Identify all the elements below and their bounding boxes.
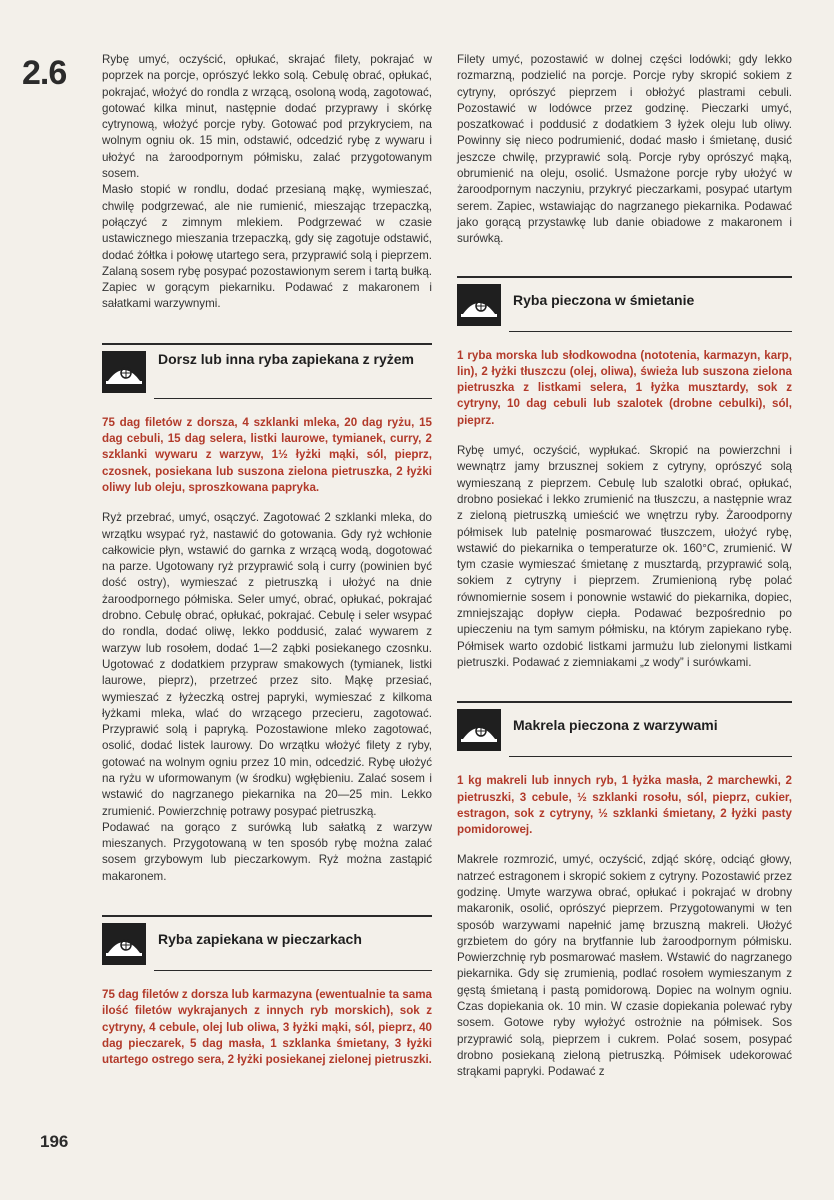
intro-paragraph: Masło stopić w rondlu, dodać przesianą mąkę, wymieszać, chwilę podgrzewać, ale nie rumienić, mieszając trzepaczką, połączyć z zimnym mlekiem. Podgrzewać w czasie ustawicznego mieszania trzepaczką, gdy się zagotuje odstawić, dodać żółtka i połowę utartego sera, przyprawić solą i pieprzem. Zalaną sosem rybę posypać pozostawionym serem i tartą bułką. Zapiec w gorącym piekarniku. Podawać z makaronem i sałatkami warzywnymi.	[102, 183, 432, 311]
divider	[509, 331, 792, 332]
fish-dish-icon	[102, 351, 146, 393]
recipe-header	[102, 343, 432, 399]
divider	[102, 915, 432, 917]
divider	[154, 970, 432, 971]
recipe-header	[102, 915, 432, 971]
fish-dish-icon	[457, 284, 501, 326]
fish-dish-icon	[102, 923, 146, 965]
divider	[457, 276, 792, 278]
recipe-title: Ryba pieczona w śmietanie	[513, 291, 695, 308]
method-paragraph: Podawać na gorąco z surówką lub sałatką z warzyw mieszanych. Przygotowaną w ten sposób rybę można zalać sosem grzybowym lub pieczarkowym. Ryż można zastąpić makaronem.	[102, 820, 432, 883]
ingredients-list: 1 ryba morska lub słodkowodna (nototenia, karmazyn, karp, lin), 2 łyżki tłuszczu (olej, oliwa), świeża lub suszona zielona pietruszka z listkami selera, 1 łyżka musztardy, sok z cytryny, 10 dag cebuli lub szalotek (drobne cebulki), sól, pieprz.	[457, 348, 792, 427]
fish-dish-icon	[457, 709, 501, 751]
recipe-header	[457, 276, 792, 332]
recipe-title: Dorsz lub inna ryba zapiekana z ryżem	[158, 350, 414, 367]
right-column	[457, 52, 792, 1081]
recipe-title: Makrela pieczona z warzywami	[513, 717, 718, 734]
divider	[154, 398, 432, 399]
divider	[457, 701, 792, 703]
method-paragraph: Ryż przebrać, umyć, osączyć. Zagotować 2 szklanki mleka, do wrzątku wsypać ryż, nastawić do gotowania. Gdy ryż wchłonie całkowicie płyn, wstawić do garnka z wrzącą wodą, dogotować na parze. Ugotowany ryż przyprawić solą i curry (powinien być dość ostry), wymieszać z pietruszką i ułożyć na dnie żaroodpornego półmiska. Seler umyć, obrać, opłukać, pokrajać drobno. Cebulę obrać, opłukać, pokrajać. Cebulę i seler wsypać do rondla, dodać oliwę, lekko poddusić, zalać wywarem z warzyw lub rosołem, dodać 1—2 ząbki posiekanego czosnku. Ugotować z dodatkiem przypraw smakowych (tymianek, listki laurowe, pieprz), przetrzeć przez sito. Mąkę przesiać, wymieszać z łyżeczką ostrej papryki, wymieszać z kilkoma łyżkami mleka, wlać do wrzącego przecieru, zagotować. Przyprawić solą i papryką. Pozostawione mleko zagotować, osolić, dodać listek laurowy. Do wrzątku włożyć filety z ryby, gotować na wolnym ogniu przez 10 min, odcedzić. Rybę ułożyć na ryżu w uformowanym (w środku) wgłębieniu. Zalać sosem i wstawić do nagrzanego piekarnika na 20—25 min. Lekko zrumienić. Powierzchnię potrawy posypać pietruszką.	[102, 511, 432, 818]
intro-paragraph: Rybę umyć, oczyścić, opłukać, skrajać filety, pokrajać w poprzek na porcje, oprószyć lekko solą. Cebulę obrać, opłukać, pokrajać, włożyć do rondla z wrzącą, osoloną wodą, zagotować, gotować kilka minut, następnie dodać przyprawy i skórkę cytrynową, włożyć porcje ryby. Gotować pod przykryciem, na wolnym ogniu ok. 15 min, odstawić, odcedzić rybę z wywaru i ułożyć na żaroodpornym półmisku, zalać przygotowanym sosem.	[102, 53, 432, 181]
recipe-title: Ryba zapiekana w pieczarkach	[158, 931, 362, 948]
method-paragraph: Rybę umyć, oczyścić, wypłukać. Skropić na powierzchni i wewnątrz jamy brzusznej sokiem z cytryny, oprószyć solą wymieszaną z pieprzem. Cebulę lub szalotki obrać, opłukać, drobno posiekać i lekko zrumienić na tłuszczu, a następnie wraz z zieloną pietruszką umieścić we wnętrzu ryby. Żaroodporny półmisek lub patelnię posmarować tłuszczem, ułożyć rybę, wstawić do piekarnika o temperaturze ok. 160°C, zrumienić. W tym czasie wymieszać śmietanę z musztardą, przyprawić solą, sokiem z cytryny i pieprzem. Zrumienioną rybę polać równomiernie sosem i ponownie wstawić do piekarnika, dopiec, zmniejszając dopływ ciepła. Podawać bezpośrednio po upieczeniu na tym samym półmisku, na którym zapiekano rybę. Półmisek warto ozdobić listkami jarmużu lub zielonymi listkami pietruszki. Podawać z ziemniakami „z wody” i surówkami.	[457, 444, 792, 669]
section-number: 2.6	[22, 54, 67, 92]
ingredients-list: 1 kg makreli lub innych ryb, 1 łyżka masła, 2 marchewki, 2 pietruszki, 3 cebule, ½ szklanki rosołu, sól, pieprz, cukier, estragon, sok z cytryny, ½ szklanki śmietany, 2 łyżki pasty pomidorowej.	[457, 774, 792, 837]
intro-paragraph: Filety umyć, pozostawić w dolnej części lodówki; gdy lekko rozmarzną, podzielić na porcje. Porcje ryby skropić sokiem z cytryny, oprószyć pieprzem i obłożyć plastrami cebuli. Pozostawić w lodówce przez godzinę. Pieczarki umyć, poszatkować i poddusić z dodatkiem 3 łyżek oleju lub oliwy. Powinny się nieco podrumienić, dodać masło i śmietanę, dusić jeszcze chwilę, przyprawić solą. Porcje ryby oprószyć mąką, obrumienić na oleju, osolić. Usmażone porcje ryby ułożyć w żaroodpornym naczyniu, przykryć pieczarkami, posypać utartym serem. Zapiec, wstawiając do nagrzanego piekarnika. Podawać jako gorącą przystawkę lub danie obiadowe z makaronem i surówką.	[457, 53, 792, 246]
ingredients-list: 75 dag filetów z dorsza lub karmazyna (ewentualnie ta sama ilość filetów wykrajanych z innych ryb morskich), sok z cytryny, 4 cebule, olej lub oliwa, 3 łyżki mąki, sól, pieprz, 40 dag pieczarek, 5 dag masła, 1 szklanka śmietany, 3 łyżki utartego ostrego sera, 2 łyżki posiekanej zielonej pietruszki.	[102, 988, 432, 1067]
recipe-header	[457, 701, 792, 757]
page-number: 196	[40, 1132, 69, 1151]
method-paragraph: Makrele rozmrozić, umyć, oczyścić, zdjąć skórę, odciąć głowy, natrzeć estragonem i skropić sokiem z cytryny. Pozostawić przez godzinę. Umyte warzywa obrać, opłukać i pokrajać w drobny makaronik, osolić, oprószyć pieprzem. Przygotowanymi w ten sposób warzywami napełnić jamę brzuszną makreli. Ułożyć grzbietem do góry na brytfannie lub żaroodpornym półmisku. Powierzchnię ryb posmarować masłem. Wstawić do nagrzanego piekarnika. Gdy się zrumienią, podlać rosołem wymieszanym z gęstą śmietaną i pastą pomidorową. Dopiec na wolnym ogniu. Czas dopiekania ok. 10 min. W czasie dopiekania polewać ryby sosem. Gotowe ryby wyłożyć ostrożnie na półmisek. Sos przyprawić solą, pieprzem i cukrem. Polać sosem, posypać drobno posiekaną zieloną pietruszką. Półmisek udekorować strąkami papryki. Podawać z	[457, 853, 792, 1079]
ingredients-list: 75 dag filetów z dorsza, 4 szklanki mleka, 20 dag ryżu, 15 dag cebuli, 15 dag selera, listki laurowe, tymianek, curry, 2 szklanki wywaru z warzyw, 1½ łyżki mąki, sól, pieprz, czosnek, posiekana lub suszona zielona pietruszka, 2 łyżki oliwy lub oleju, sproszkowana papryka.	[102, 415, 432, 494]
divider	[102, 343, 432, 345]
divider	[509, 756, 792, 757]
left-column	[102, 52, 432, 1083]
